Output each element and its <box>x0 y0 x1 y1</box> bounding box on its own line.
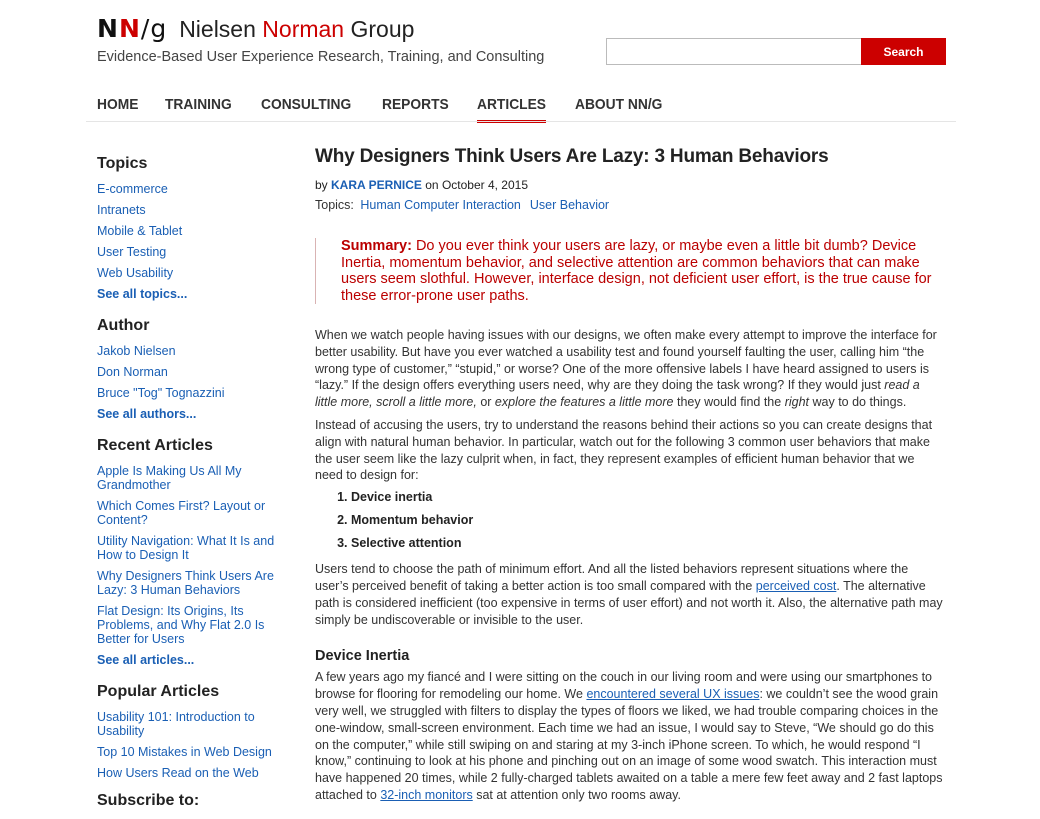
recent-article-link[interactable]: Which Comes First? Layout or Content? <box>97 499 266 527</box>
monitors-link[interactable]: 32-inch monitors <box>380 787 473 802</box>
publish-date: on October 4, 2015 <box>421 178 528 192</box>
behaviors-list <box>315 490 943 550</box>
paragraph-minimum-effort: Users tend to choose the path of minimum effort. And all the listed behaviors represent situations where the user’s perceived benefit of taking a better action is too small compared with the perceived cost. The alternative path is considered inefficient (too expensive in terms of user effort) and not worth it. Also, the alternative path may simply be undiscoverable or invisible to the user. <box>315 562 943 627</box>
topic-link[interactable]: E-commerce <box>97 182 168 196</box>
author-link[interactable]: KARA PERNICE <box>331 178 422 192</box>
article-summary: Summary: Do you ever think your users are lazy, or maybe even a little bit dumb? Device Inertia, momentum behavior, and selective attention are common behaviors that can make users seem slothful. However, interface design, not deficient user effort, is the true cause for these error-prone user paths. <box>315 238 943 304</box>
main-nav <box>97 96 693 123</box>
topic-link[interactable]: Mobile & Tablet <box>97 224 183 238</box>
behavior-item: 1. Device inertia <box>351 490 943 504</box>
tagline: Evidence-Based User Experience Research, Training, and Consulting <box>97 49 545 65</box>
popular-article-link[interactable]: Usability 101: Introduction to Usability <box>97 710 255 738</box>
ux-issues-link[interactable]: encountered several UX issues <box>586 687 760 702</box>
popular-articles-heading: Popular Articles <box>97 683 220 700</box>
article <box>315 146 943 804</box>
popular-article-link[interactable]: How Users Read on the Web <box>97 766 259 780</box>
nav-articles[interactable]: ARTICLES <box>477 96 546 123</box>
popular-articles-list <box>97 710 287 780</box>
paragraph-intro: When we watch people having issues with our designs, we often make every attempt to improve the interface for better usability. But have you ever watched a usability test and found yourself faulting the user, calling him “the wrong type of customer,” “stupid,” or worse? One of the more offensive labels I have heard assigned to users is “lazy.” If the design offers everything users need, why are they doing the task wrong? If they would just read a little more, scroll a little more, or explore the features a little more they would find the right way to do things. <box>315 328 937 410</box>
article-title: Why Designers Think Users Are Lazy: 3 Human Behaviors <box>315 146 829 167</box>
nav-divider <box>86 121 956 122</box>
perceived-cost-link[interactable]: perceived cost <box>755 578 837 593</box>
paragraph-device-inertia: A few years ago my fiancé and I were sitting on the couch in our living room and were using our smartphones to browse for flooring for remodeling our home. We encountered several UX issues: we couldn’t see the wood grain very well, we struggled with filters to display the types of floors we liked, we had trouble comparing choices in the one-window, small-screen environment. Each time we had an issue, I would say to Steve, “We should go do this on the computer,” while still swiping on and staring at my 3-inch iPhone screen. To which, he would respond “I know,” continuing to look at his phone and pinching out on an image of some wood swatch. This interaction must have happened 20 times, while 2 fully-charged tablets awaited on a table a mere few feet away and 2 fast laptops attached to 32-inch monitors sat at attention only two rooms away. <box>315 670 943 802</box>
subscribe-heading: Subscribe to: <box>97 792 200 809</box>
section-heading-device-inertia: Device Inertia <box>315 648 410 665</box>
topic-tag-link[interactable]: User Behavior <box>529 198 610 212</box>
author-link[interactable]: Jakob Nielsen <box>97 344 176 358</box>
topic-link[interactable]: User Testing <box>97 245 167 259</box>
recent-articles-heading: Recent Articles <box>97 437 213 454</box>
logo-mark: NN/g <box>97 14 168 43</box>
behavior-item: 3. Selective attention <box>351 536 943 550</box>
logo-company-name: Nielsen Norman Group <box>179 16 415 42</box>
topic-tag-link[interactable]: Human Computer Interaction <box>360 198 521 212</box>
nav-reports[interactable]: REPORTS <box>381 96 449 113</box>
recent-article-link[interactable]: Utility Navigation: What It Is and How to Design It <box>97 534 275 562</box>
paragraph-behaviors-intro: Instead of accusing the users, try to understand the reasons behind their actions so you can create designs that align with natural human behavior. In particular, watch out for the following 3 common user behaviors that make the user seem like the lazy culprit when, in fact, they represent examples of efficient human behavior that we need to design for: <box>315 417 933 483</box>
see-all-articles-link[interactable]: See all articles... <box>97 653 195 667</box>
topic-link[interactable]: Intranets <box>97 203 146 217</box>
byline: by KARA PERNICE on October 4, 2015 <box>315 178 528 192</box>
nav-about[interactable]: ABOUT NN/G <box>575 96 663 113</box>
search-bar <box>606 38 946 65</box>
search-button[interactable]: Search <box>861 38 946 65</box>
recent-article-link[interactable]: Apple Is Making Us All My Grandmother <box>97 464 242 492</box>
topics-list <box>97 182 287 301</box>
nav-consulting[interactable]: CONSULTING <box>260 96 351 113</box>
recent-article-link[interactable]: Why Designers Think Users Are Lazy: 3 Human Behaviors <box>97 569 274 597</box>
author-link[interactable]: Bruce "Tog" Tognazzini <box>97 386 225 400</box>
article-topics: Topics: Human Computer Interaction User Behavior <box>315 198 610 212</box>
topics-heading: Topics <box>97 155 148 172</box>
behavior-item: 2. Momentum behavior <box>351 513 943 527</box>
recent-article-link[interactable]: Flat Design: Its Origins, Its Problems, and Why Flat 2.0 Is Better for Users <box>97 604 265 646</box>
see-all-authors-link[interactable]: See all authors... <box>97 407 197 421</box>
author-heading: Author <box>97 317 150 334</box>
topic-link[interactable]: Web Usability <box>97 266 174 280</box>
author-list <box>97 344 287 421</box>
see-all-topics-link[interactable]: See all topics... <box>97 287 188 301</box>
recent-articles-list <box>97 464 287 667</box>
nav-home[interactable]: HOME <box>97 96 139 113</box>
sidebar <box>97 155 287 819</box>
author-link[interactable]: Don Norman <box>97 365 168 379</box>
nav-training[interactable]: TRAINING <box>165 96 232 113</box>
popular-article-link[interactable]: Top 10 Mistakes in Web Design <box>97 745 272 759</box>
search-input[interactable] <box>606 38 861 65</box>
